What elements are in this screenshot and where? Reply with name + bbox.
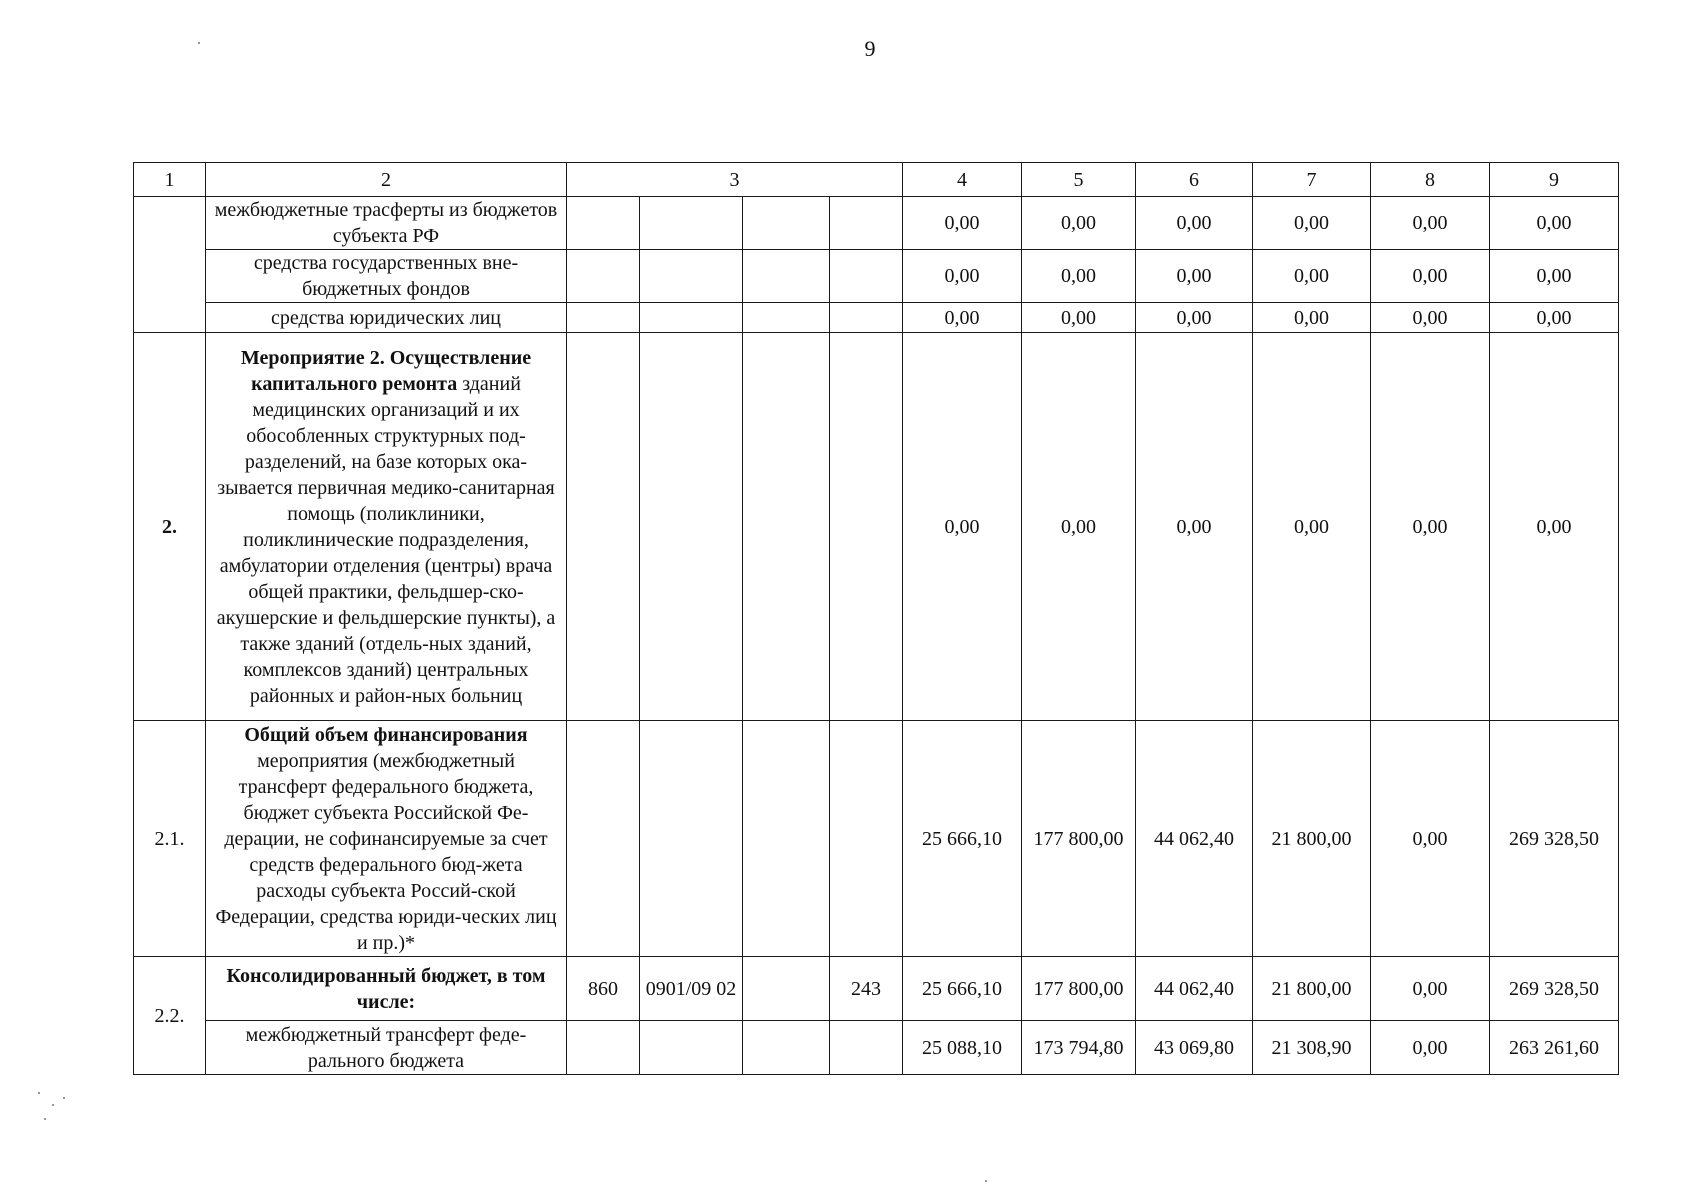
code-cell (567, 197, 640, 250)
code-cell (743, 957, 830, 1021)
code-cell (830, 250, 903, 303)
table-row (134, 1021, 1619, 1075)
code-cell (640, 250, 743, 303)
row-description: межбюджетный трансферт феде-рального бюджета (206, 1021, 567, 1075)
row-number: 2.2. (134, 957, 206, 1075)
value-cell: 25 088,10 (903, 1021, 1022, 1075)
col-header: 2 (206, 163, 567, 197)
row-description: средства юридических лиц (206, 303, 567, 333)
header-row (134, 163, 1619, 197)
code-cell (743, 250, 830, 303)
value-cell: 0,00 (1136, 303, 1253, 333)
value-cell: 0,00 (1253, 303, 1371, 333)
col-header: 8 (1371, 163, 1490, 197)
value-cell: 44 062,40 (1136, 721, 1253, 957)
code-cell (830, 197, 903, 250)
code-cell (743, 1021, 830, 1075)
value-cell: 0,00 (1371, 197, 1490, 250)
table-row (134, 957, 1619, 1021)
value-cell: 0,00 (1371, 721, 1490, 957)
row-number: 2. (134, 333, 206, 721)
value-cell: 0,00 (1490, 250, 1619, 303)
value-cell: 0,00 (1253, 197, 1371, 250)
code-cell (830, 333, 903, 721)
value-cell: 25 666,10 (903, 957, 1022, 1021)
code-cell (640, 1021, 743, 1075)
value-cell: 263 261,60 (1490, 1021, 1619, 1075)
table-row (134, 303, 1619, 333)
code-cell (567, 721, 640, 957)
row-description: средства государственных вне-бюджетных фондов (206, 250, 567, 303)
description-text: зданий медицинских организаций и их обособленных структурных под-разделений, на базе которых ока-зывается первичная медико-санитарная помощь (поликлиники, поликлинические подразделения, амбулатории отделения (центры) врача общей практики, фельдшер-ско-акушерские и фельдшерские пункты), а также зданий (отдель-ных зданий, комплексов зданий) центральных районных и район-ных больниц (216, 372, 556, 707)
col-header: 1 (134, 163, 206, 197)
value-cell: 0,00 (1136, 197, 1253, 250)
value-cell: 0,00 (1371, 333, 1490, 721)
code-cell (567, 250, 640, 303)
value-cell: 0,00 (1490, 197, 1619, 250)
table-row (134, 721, 1619, 957)
code-cell (743, 303, 830, 333)
value-cell: 177 800,00 (1022, 721, 1136, 957)
value-cell: 0,00 (903, 197, 1022, 250)
code-cell (640, 333, 743, 721)
value-cell: 21 308,90 (1253, 1021, 1371, 1075)
code-cell (567, 333, 640, 721)
value-cell: 0,00 (1022, 197, 1136, 250)
description-bold: Общий объем финансирования (244, 723, 528, 746)
row-number-cell (134, 197, 206, 333)
code-cell (567, 303, 640, 333)
value-cell: 43 069,80 (1136, 1021, 1253, 1075)
value-cell: 21 800,00 (1253, 957, 1371, 1021)
col-header: 6 (1136, 163, 1253, 197)
value-cell: 0,00 (1490, 303, 1619, 333)
col-header: 4 (903, 163, 1022, 197)
value-cell: 0,00 (1136, 250, 1253, 303)
code-cell (743, 721, 830, 957)
financing-table (133, 162, 1619, 1075)
scan-speck (63, 1097, 65, 1099)
value-cell: 0,00 (903, 250, 1022, 303)
code-cell (830, 1021, 903, 1075)
code-cell: 243 (830, 957, 903, 1021)
value-cell: 0,00 (1371, 303, 1490, 333)
col-header: 9 (1490, 163, 1619, 197)
value-cell: 0,00 (903, 303, 1022, 333)
col-header: 5 (1022, 163, 1136, 197)
value-cell: 44 062,40 (1136, 957, 1253, 1021)
row-description: Консолидированный бюджет, в том числе: (206, 957, 567, 1021)
value-cell: 0,00 (1022, 333, 1136, 721)
value-cell: 0,00 (1371, 250, 1490, 303)
description-bold: Мероприятие 2. Осуществление капитального ремонта (240, 346, 532, 395)
code-cell (830, 303, 903, 333)
code-cell: 0901/09 02 (640, 957, 743, 1021)
value-cell: 0,00 (1253, 250, 1371, 303)
value-cell: 25 666,10 (903, 721, 1022, 957)
code-cell (743, 197, 830, 250)
table-row (134, 250, 1619, 303)
value-cell: 0,00 (1253, 333, 1371, 721)
row-number: 2.1. (134, 721, 206, 957)
scan-speck (38, 1092, 40, 1094)
value-cell: 177 800,00 (1022, 957, 1136, 1021)
scan-speck (52, 1104, 54, 1106)
code-cell (743, 333, 830, 721)
value-cell: 269 328,50 (1490, 721, 1619, 957)
code-cell (640, 303, 743, 333)
row-description: межбюджетные трасферты из бюджетов субъекта РФ (206, 197, 567, 250)
value-cell: 21 800,00 (1253, 721, 1371, 957)
code-cell (830, 721, 903, 957)
value-cell: 269 328,50 (1490, 957, 1619, 1021)
scan-speck (44, 1118, 46, 1120)
value-cell: 0,00 (1371, 1021, 1490, 1075)
col-header: 7 (1253, 163, 1371, 197)
code-cell (567, 1021, 640, 1075)
page-number: 9 (864, 36, 876, 61)
value-cell: 0,00 (1022, 250, 1136, 303)
code-cell: 860 (567, 957, 640, 1021)
row-description (206, 721, 567, 957)
value-cell: 0,00 (1490, 333, 1619, 721)
code-cell (640, 197, 743, 250)
row-description (206, 333, 567, 721)
scan-speck (198, 42, 200, 44)
value-cell: 173 794,80 (1022, 1021, 1136, 1075)
table-row (134, 333, 1619, 721)
col-header: 3 (567, 163, 903, 197)
value-cell: 0,00 (1371, 957, 1490, 1021)
code-cell (640, 721, 743, 957)
value-cell: 0,00 (903, 333, 1022, 721)
scan-speck (985, 1180, 987, 1182)
value-cell: 0,00 (1022, 303, 1136, 333)
description-text: мероприятия (межбюджетный трансферт федерального бюджета, бюджет субъекта Российской Фе-дерации, не софинансируемые за счет средств федерального бюд-жета расходы субъекта Россий-ской Федерации, средства юриди-ческих лиц и пр.)* (215, 749, 557, 954)
value-cell: 0,00 (1136, 333, 1253, 721)
table-row (134, 197, 1619, 250)
